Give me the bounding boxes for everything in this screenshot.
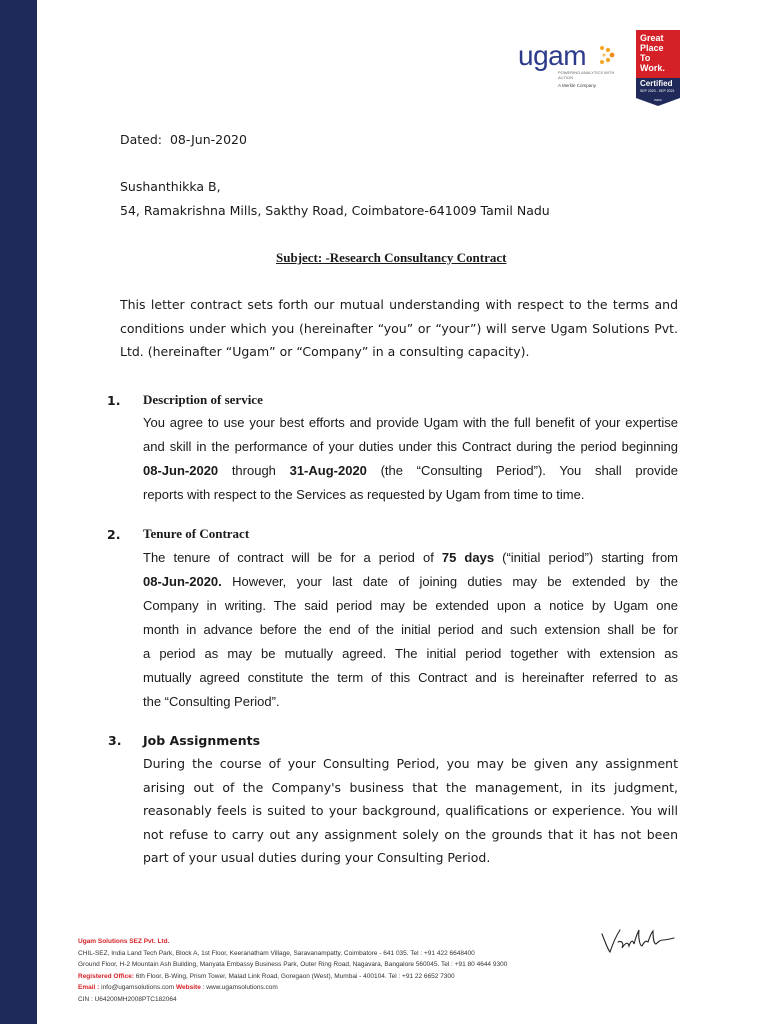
logo-subtitle: A Merkle Company (558, 83, 597, 88)
section-2-heading: Tenure of Contract (143, 526, 250, 541)
logo-dots-icon (596, 44, 618, 66)
date-line: Dated: 08-Jun-2020 (120, 132, 247, 147)
recipient-address: 54, Ramakrishna Mills, Sakthy Road, Coimbatore-641009 Tamil Nadu (120, 203, 550, 218)
section-1-heading: Description of service (143, 392, 263, 407)
letterhead-footer (78, 936, 698, 1005)
footer-address-1: CHIL-SEZ, India Land Tech Park, Block A, 1st Floor, Keeranatham Village, Saravanampatty, Coimbatore - 641 035. Tel : +91 422 6648400 (78, 949, 475, 957)
badge-country: INDIA (653, 98, 662, 102)
footer-website[interactable]: : www.ugamsolutions.com (200, 984, 278, 991)
footer-address-2: Ground Floor, H-2 Mountain Ash Building, Manyata Embassy Business Park, Outer Ring Road, Nagavara, Bangalore 560045. Tel : +91 80 4644 9300 (78, 961, 508, 968)
section-3-body: During the course of your Consulting Period, you may be given any assignment arising out of the Company's business that the management, in its judgment, reasonably feels is suited to your background, qualifications or experience. You will not refuse to carry out any assignment solely on the grounds that it has not been part of your usual duties during your Consulting Period. (143, 756, 678, 865)
great-place-to-work-badge (636, 30, 680, 106)
ugam-logo (518, 40, 623, 100)
left-margin-stripe (0, 0, 37, 1024)
section-3-heading: Job Assignments (143, 733, 261, 748)
footer-cin: CIN : U64200MH2008PTC182064 (78, 995, 177, 1003)
section-2-body: The tenure of contract will be for a period of 75 days (“initial period”) starting from 08-Jun-2020. However, your last date of joining duties may be extended by the Company in writing. The said period may be extended upon a notice by Ugam one month in advance before the end of the initial period and such extension shall be for a period as may be mutually agreed. The initial period together with extension as mutually agreed constitute the term of this Contract and is hereinafter referred to as the “Consulting Period”. (143, 550, 679, 709)
footer-contact: Email : info@ugamsolutions.com Website : www.ugamsolutions.com (78, 984, 278, 991)
date-value: 08-Jun-2020 (169, 132, 247, 147)
section-1-number: 1. (107, 393, 121, 408)
footer-email[interactable]: info@ugamsolutions.com (99, 984, 177, 991)
section-3-number: 3. (108, 733, 122, 748)
subject-line: Subject: -Research Consultancy Contract (276, 250, 507, 265)
intro-paragraph: This letter contract sets forth our mutual understanding with respect to the terms and conditions under which you (hereinafter “you” or “your”) will serve Ugam Solutions Pvt. Ltd. (hereinafter “Ugam” or “Company” in a consulting capacity). (120, 297, 678, 359)
badge-dates: SEP 2020 - SEP 2021 (640, 89, 675, 93)
recipient-name: Sushanthikka B, (120, 179, 221, 194)
tenure-start-date: 08-Jun-2020. (143, 574, 222, 589)
start-date: 08-Jun-2020 (143, 463, 219, 478)
logo-tagline: POWERING ANALYTICS WITH ACTION (558, 70, 615, 80)
tenure-days: 75 days (441, 550, 495, 565)
section-2-number: 2. (107, 527, 121, 542)
section-1-body: You agree to use your best efforts and provide Ugam with the full benefit of your expertise and skill in the performance of your duties under this Contract during the period beginning 08-Jun-2020 through 31-Aug-2020 (the “Consulting Period”). You shall provide reports with respect to the Services as requested by Ugam from time to time. (143, 415, 678, 502)
end-date: 31-Aug-2020 (289, 463, 367, 478)
badge-title: Great Place To Work. (640, 33, 665, 73)
badge-certified: Certified (640, 79, 673, 88)
logo-wordmark: ugam (518, 40, 587, 71)
footer-company: Ugam Solutions SEZ Pvt. Ltd. (78, 938, 170, 945)
footer-registered-office: Registered Office: 6th Floor, B-Wing, Prism Tower, Malad Link Road, Goregaon (West), Mumbai - 400104. Tel : +91 22 6652 7300 (78, 972, 455, 980)
